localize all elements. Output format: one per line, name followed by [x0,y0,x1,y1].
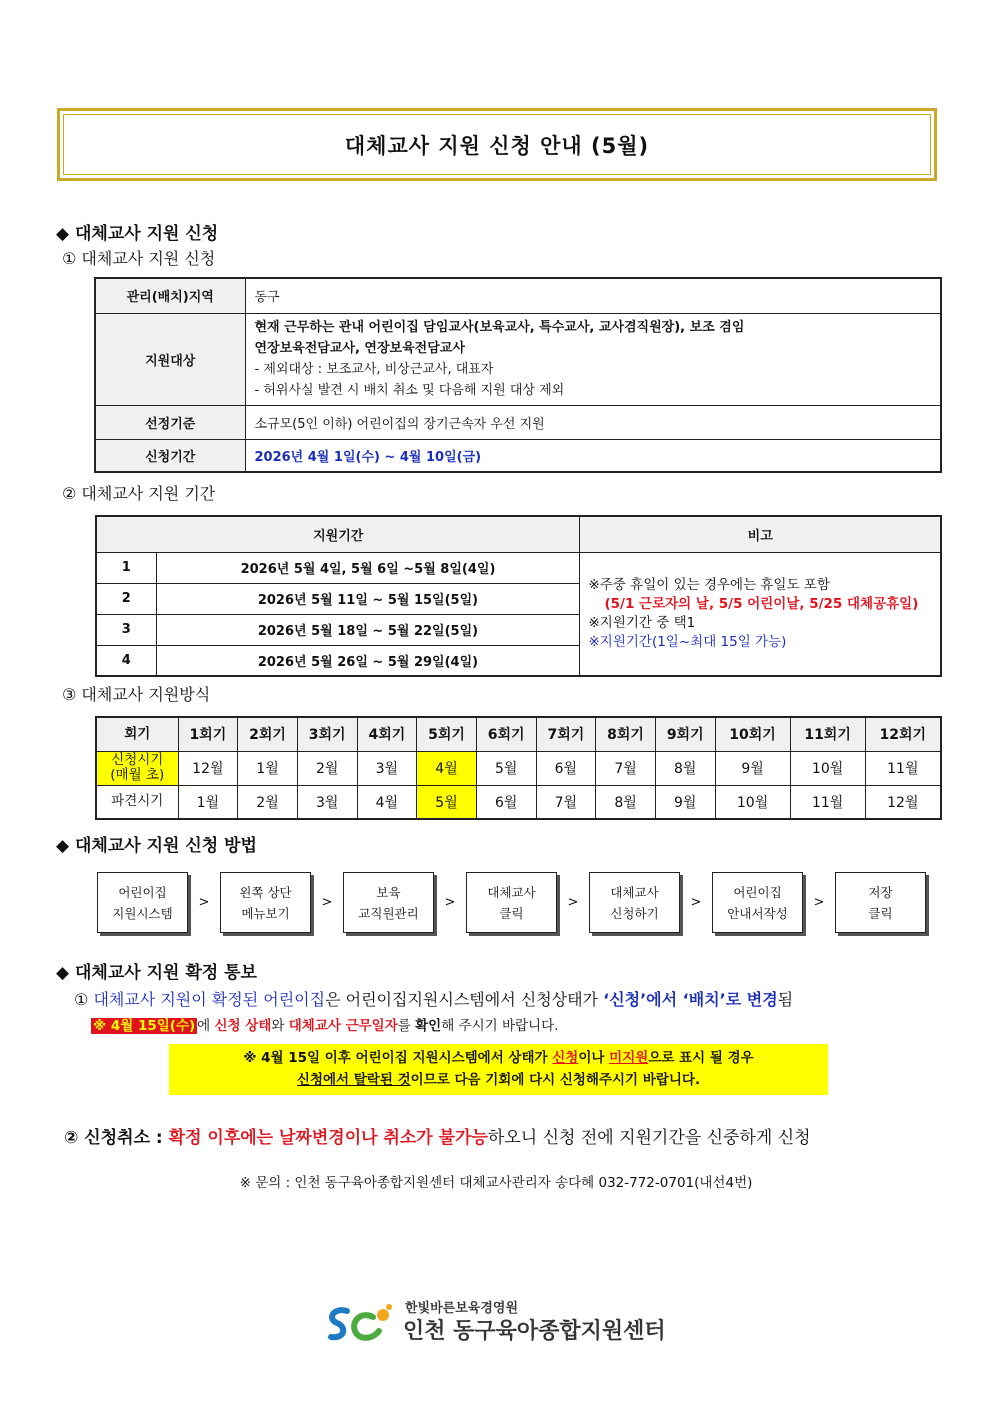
dispatch-month: 12월 [865,785,941,819]
table-row [95,313,941,405]
table-row [95,405,941,439]
period-text: 2026년 5월 18일 ~ 5월 22일(5일) [156,614,580,645]
round-cell: 10회기 [715,717,790,751]
round-cell: 12회기 [865,717,941,751]
confirm-line-1-c: ‘신청’에서 ‘배치’로 변경 [603,990,778,1009]
round-cell: 2회기 [238,717,298,751]
apply-month: 10월 [790,751,865,785]
apply-label-line-1: 신청시기 [111,752,164,768]
period-note [580,552,941,676]
round-cell: 7회기 [536,717,596,751]
dispatch-month-highlighted: 5월 [417,785,477,819]
flow-step [220,872,311,933]
table-row [95,278,941,313]
flow-step-line: 저장 [868,884,893,900]
notice-line-2 [169,1069,828,1091]
contact-info: ※ 문의 : 인천 동구육아종합지원센터 대체교사관리자 송다혜 032-772-0701(내선4번) [239,1175,753,1191]
flow-step-line: 교직원관리 [358,905,419,921]
region-label: 관리(배치)지역 [95,278,245,313]
period-num: 2 [96,583,156,614]
target-line-2: 연장보육전담교사, 연장보육전담교사 [254,341,465,356]
notice-box [169,1044,828,1095]
confirm-line-1-num: ① [74,990,89,1009]
flow-step-line: 보육 [376,884,401,900]
note-header: 비고 [580,516,941,552]
apply-month: 1월 [238,751,298,785]
notice-status-unsupported: 미지원 [609,1050,649,1066]
flow-step [589,872,680,933]
flow-step-line: 어린이집 [118,884,167,900]
organization-logo [325,1297,675,1347]
confirm-line-2-h: 해 주시기 바랍니다. [441,1018,559,1034]
flow-arrow-icon: > [321,895,333,910]
target-label: 지원대상 [95,313,245,405]
support-method-table [95,716,942,820]
logo-big-text: 인천 동구육아종합지원센터 [403,1319,666,1344]
apply-info-table [94,277,942,473]
apply-month-highlighted: 4월 [417,751,477,785]
confirm-line-2-b: 에 [197,1018,215,1034]
target-line-4: - 허위사실 발견 시 배치 취소 및 다음해 지원 대상 제외 [254,383,565,398]
notice-text: 이나 [578,1050,610,1066]
round-row [96,717,941,751]
region-value: 동구 [245,278,941,313]
confirm-line-2-f: 를 [397,1018,416,1034]
flow-step [466,872,557,933]
apply-month: 11월 [865,751,941,785]
dispatch-month: 8월 [596,785,656,819]
notice-line-1 [169,1047,828,1069]
section1-sub1: ① 대체교사 지원 신청 [62,249,216,268]
period-text: 2026년 5월 4일, 5월 6일 ~5월 8일(4일) [156,552,580,583]
flow-step [712,872,803,933]
notice-status-apply: 신청 [552,1050,579,1066]
notice-text: 이므로 다음 기회에 다시 신청해주시기 바랍니다. [410,1072,701,1088]
flow-step-line: 지원시스템 [112,905,173,921]
confirm-date-badge: ※ 4월 15일(수) [93,1018,196,1034]
confirm-line-2-d: 와 [271,1018,289,1034]
notice-text: ※ 4월 15일 이후 어린이집 지원시스템에서 상태가 [243,1050,553,1066]
flow-step-line: 대체교사 [610,884,659,900]
support-period-table [95,515,942,677]
cancel-label: ② 신청취소 : [64,1128,169,1148]
flow-step-line: 대체교사 [487,884,536,900]
note-line-3: ※지원기간 중 택1 [588,614,696,631]
confirm-line-2-c: 신청 상태 [214,1018,272,1034]
dispatch-month: 4월 [357,785,417,819]
logo-small-text: 한빛바른보육경영원 [405,1301,519,1316]
flow-step-line: 신청하기 [610,905,659,921]
dispatch-month: 11월 [790,785,865,819]
dispatch-month: 1월 [178,785,238,819]
note-line-1: ※주중 휴일이 있는 경우에는 휴일도 포함 [588,576,830,593]
dispatch-month: 7월 [536,785,596,819]
logo-mark-icon [325,1301,395,1345]
criteria-value: 소규모(5인 이하) 어린이집의 장기근속자 우선 지원 [245,405,941,439]
apply-month: 7월 [596,751,656,785]
flow-arrow-icon: > [813,895,825,910]
period-text: 2026년 5월 11일 ~ 5월 15일(5일) [156,583,580,614]
flow-arrow-icon: > [690,895,702,910]
apply-flow [97,872,926,933]
cancel-warning: 확정 이후에는 날짜변경이나 취소가 불가능 [168,1128,488,1148]
dispatch-month: 6월 [476,785,536,819]
section1-sub3: ③ 대체교사 지원방식 [62,685,211,704]
cancel-line [64,1123,811,1148]
round-label: 회기 [96,717,178,751]
round-cell: 11회기 [790,717,865,751]
title-box [57,108,937,181]
round-cell: 6회기 [476,717,536,751]
confirm-line-1-a: 대체교사 지원이 확정된 어린이집 [93,990,326,1009]
dispatch-label: 파견시기 [96,785,178,819]
cancel-rest: 하오니 신청 전에 지원기간을 신중하게 신청 [487,1128,811,1148]
flow-step [835,872,926,933]
round-cell: 8회기 [596,717,656,751]
note-line-2: (5/1 근로자의 날, 5/5 어린이날, 5/25 대체공휴일) [604,595,919,612]
confirm-line-1-b: 은 어린이집지원시스템에서 신청상태가 [325,990,604,1009]
note-line-4: ※지원기간(1일~최대 15일 가능) [588,633,787,650]
section1-sub2: ② 대체교사 지원 기간 [62,484,216,503]
flow-step-line: 안내서작성 [727,905,788,921]
section3-heading: ◆ 대체교사 지원 확정 통보 [56,963,257,983]
apply-month: 12월 [178,751,238,785]
section2-heading: ◆ 대체교사 지원 신청 방법 [56,836,257,856]
dispatch-month: 10월 [715,785,790,819]
apply-row [96,751,941,785]
flow-step [97,872,188,933]
dispatch-month: 2월 [238,785,298,819]
apply-label-line-2: (매월 초) [110,767,165,783]
round-cell: 3회기 [297,717,357,751]
confirm-line-2 [91,1014,558,1034]
dispatch-month: 9월 [655,785,715,819]
apply-label [96,751,178,785]
table-row [95,439,941,472]
confirm-line-2-g: 확인 [415,1018,442,1034]
period-value: 2026년 4월 1일(수) ~ 4월 10일(금) [245,439,941,472]
confirm-line-1-d: 됨 [777,990,794,1009]
round-cell: 1회기 [178,717,238,751]
confirm-line-2-e: 대체교사 근무일자 [288,1018,398,1034]
apply-month: 5월 [476,751,536,785]
flow-step-line: 클릭 [499,905,524,921]
table-row [96,516,941,552]
flow-step-line: 어린이집 [733,884,782,900]
flow-step-line: 왼쪽 상단 [239,884,292,900]
dispatch-month: 3월 [297,785,357,819]
notice-text: 으로 표시 될 경우 [648,1050,754,1066]
apply-month: 2월 [297,751,357,785]
period-label: 신청기간 [95,439,245,472]
section1-heading: ◆ 대체교사 지원 신청 [56,224,219,244]
apply-month: 9월 [715,751,790,785]
apply-month: 8월 [655,751,715,785]
apply-month: 3월 [357,751,417,785]
apply-month: 6월 [536,751,596,785]
notice-rejected: 신청에서 탈락된 것 [296,1072,411,1088]
period-text: 2026년 5월 26일 ~ 5월 29일(4일) [156,645,580,676]
criteria-label: 선정기준 [95,405,245,439]
period-num: 4 [96,645,156,676]
table-row [96,552,941,583]
period-header: 지원기간 [96,516,580,552]
period-num: 3 [96,614,156,645]
flow-arrow-icon: > [198,895,210,910]
dispatch-row [96,785,941,819]
period-num: 1 [96,552,156,583]
round-cell: 9회기 [655,717,715,751]
target-line-3: - 제외대상 : 보조교사, 비상근교사, 대표자 [254,362,494,377]
page-title: 대체교사 지원 신청 안내 (5월) [344,133,650,158]
flow-step-line: 메뉴보기 [241,905,290,921]
round-cell-highlighted: 5회기 [417,717,477,751]
target-line-1: 현재 근무하는 관내 어린이집 담임교사(보육교사, 특수교사, 교사겸직원장), 보조 겸임 [254,320,745,335]
confirm-line-1 [74,987,793,1010]
flow-step [343,872,434,933]
flow-step-line: 클릭 [868,905,893,921]
target-value [245,313,941,405]
flow-arrow-icon: > [567,895,579,910]
flow-arrow-icon: > [444,895,456,910]
round-cell: 4회기 [357,717,417,751]
